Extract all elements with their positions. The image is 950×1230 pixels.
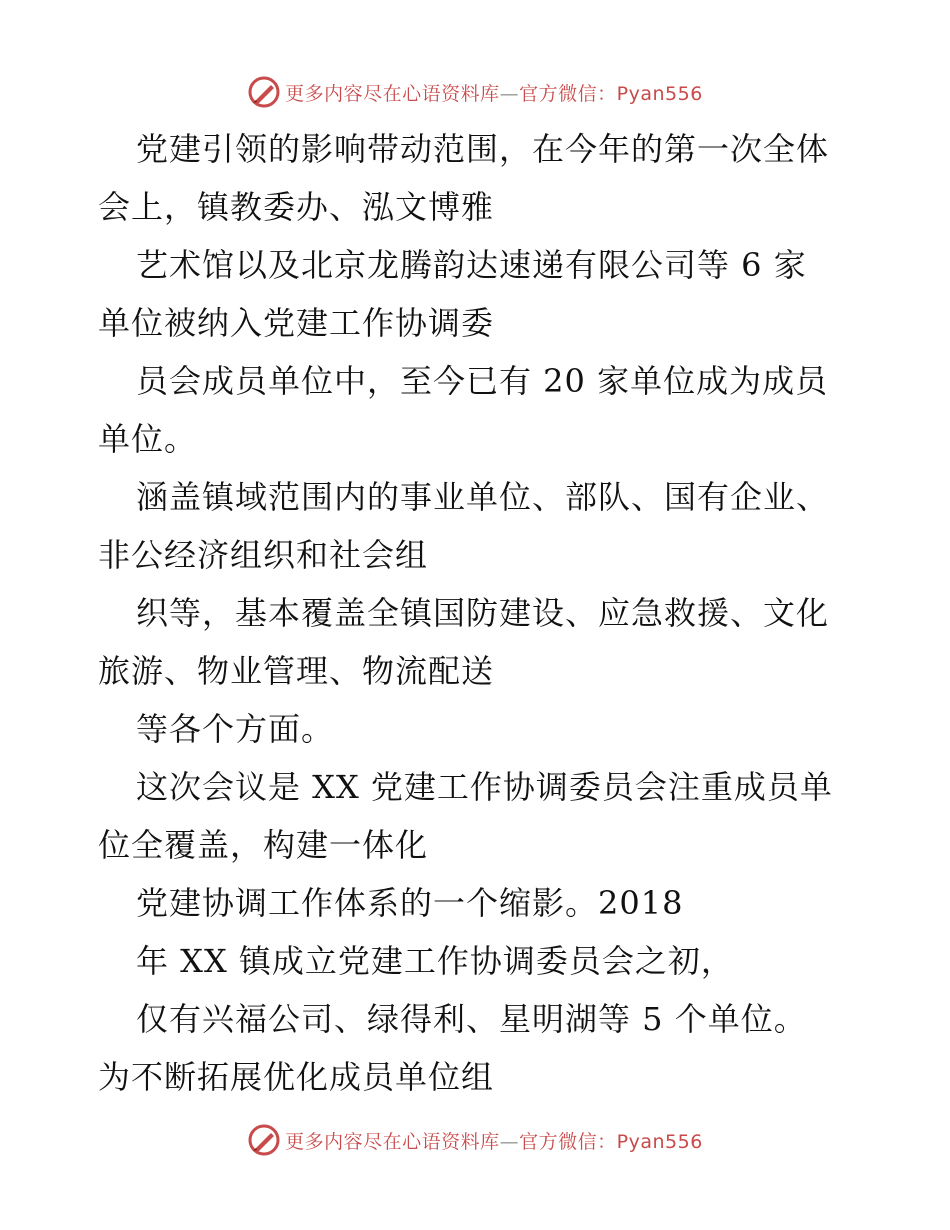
footer-separator: — xyxy=(499,1130,520,1153)
text-line: 党建引领的影响带动范围，在今年的第一次全体 xyxy=(136,130,830,168)
header-promo: 更多内容尽在心语资料库 xyxy=(285,82,500,105)
text-line: 为不断拓展优化成员单位组 xyxy=(98,1058,495,1096)
text-line: 年 XX 镇成立党建工作协调委员会之初， xyxy=(136,942,734,980)
text-line: 涵盖镇域范围内的事业单位、部队、国有企业、 xyxy=(136,478,830,516)
text-line: 这次会议是 XX 党建工作协调委员会注重成员单 xyxy=(136,768,833,806)
text-line: 会上，镇教委办、泓文博雅 xyxy=(98,188,495,226)
document-body xyxy=(98,120,858,1106)
text-line: 单位。 xyxy=(98,420,198,458)
footer-banner xyxy=(0,1120,950,1160)
text-line: 员会成员单位中，至今已有 20 家单位成为成员 xyxy=(136,362,829,400)
text-line: 等各个方面。 xyxy=(136,710,335,748)
quill-logo-icon xyxy=(247,1123,281,1157)
header-watermark-text xyxy=(285,79,703,106)
quill-logo-icon xyxy=(247,75,281,109)
header-contact: 官方微信：Pyan556 xyxy=(519,82,703,105)
header-banner xyxy=(0,72,950,112)
text-line: 位全覆盖，构建一体化 xyxy=(98,826,429,864)
text-line: 党建协调工作体系的一个缩影。2018 xyxy=(136,884,684,922)
header-separator: — xyxy=(499,82,520,105)
text-line: 艺术馆以及北京龙腾韵达速递有限公司等 6 家 xyxy=(136,246,807,284)
footer-watermark-text xyxy=(285,1127,703,1154)
footer-promo: 更多内容尽在心语资料库 xyxy=(285,1130,500,1153)
text-line: 织等，基本覆盖全镇国防建设、应急救援、文化 xyxy=(136,594,830,632)
footer-contact: 官方微信：Pyan556 xyxy=(519,1130,703,1153)
text-line: 单位被纳入党建工作协调委 xyxy=(98,304,495,342)
text-line: 旅游、物业管理、物流配送 xyxy=(98,652,495,690)
text-line: 仅有兴福公司、绿得利、星明湖等 5 个单位。 xyxy=(136,1000,807,1038)
text-line: 非公经济组织和社会组 xyxy=(98,536,429,574)
